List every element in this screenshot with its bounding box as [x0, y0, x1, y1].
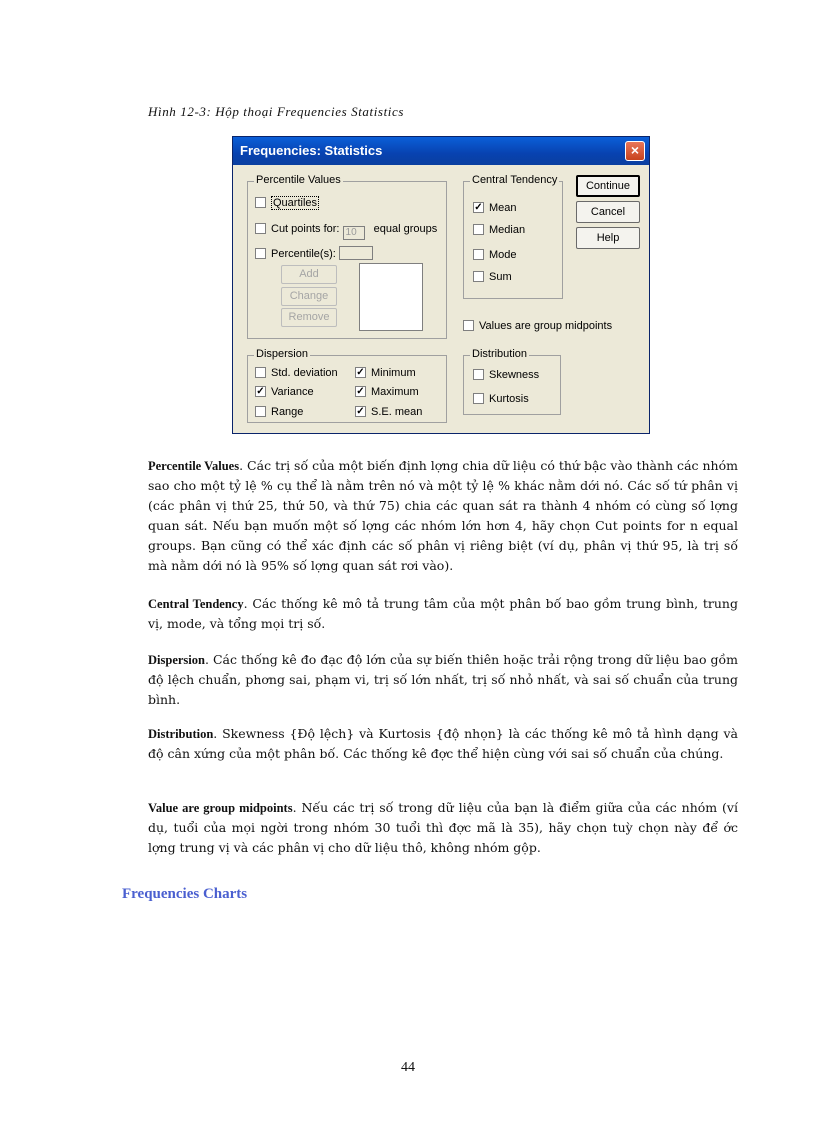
cut-points-input[interactable]: 10: [343, 226, 365, 240]
cut-points-check[interactable]: [255, 223, 266, 234]
mode-checkbox[interactable]: Mode: [473, 248, 517, 262]
percentiles-checkbox[interactable]: Percentile(s):: [255, 246, 373, 260]
minimum-checkbox[interactable]: ✓Minimum: [355, 366, 416, 380]
remove-button[interactable]: Remove: [281, 308, 337, 327]
paragraph-term: Value are group midpoints: [148, 801, 293, 815]
range-checkbox[interactable]: Range: [255, 405, 303, 419]
maximum-check[interactable]: [355, 386, 366, 397]
paragraph-distribution: [148, 724, 738, 764]
dialog-titlebar: [233, 137, 649, 165]
paragraph-dispersion: [148, 650, 738, 710]
quartiles-check[interactable]: [255, 197, 266, 208]
paragraph-term: Distribution: [148, 727, 214, 741]
distribution-legend: Distribution: [472, 348, 528, 360]
percentiles-check[interactable]: [255, 248, 266, 259]
paragraph-text: . Các thống kê mô tả trung tâm của một phân bố bao gồm trung bình, trung vị, mode, và tổng mọi trị số.: [148, 596, 738, 631]
quartiles-checkbox[interactable]: Quartiles: [255, 196, 319, 210]
dispersion-legend: Dispersion: [256, 348, 308, 360]
median-check[interactable]: [473, 224, 484, 235]
paragraph-term: Dispersion: [148, 653, 205, 667]
kurtosis-checkbox[interactable]: Kurtosis: [473, 392, 529, 406]
sum-check[interactable]: [473, 271, 484, 282]
percentiles-listbox[interactable]: [359, 263, 423, 331]
sum-checkbox[interactable]: Sum: [473, 270, 512, 284]
paragraph-term: Central Tendency: [148, 597, 244, 611]
paragraph-text: . Các thống kê đo đạc độ lớn của sự biến thiên hoặc trải rộng trong dữ liệu bao gồm độ lệch chuẩn, phơng sai, phạm vi, trị số lớn nhất, trị số nhỏ nhất, và sai số chuẩn của trung bình.: [148, 652, 738, 707]
kurtosis-check[interactable]: [473, 393, 484, 404]
mean-check[interactable]: [473, 202, 484, 213]
cut-points-checkbox[interactable]: Cut points for: 10 equal groups: [255, 222, 437, 236]
help-button[interactable]: Help: [576, 227, 640, 249]
percentile-values-legend: Percentile Values: [256, 174, 341, 186]
std-deviation-check[interactable]: [255, 367, 266, 378]
se-mean-check[interactable]: [355, 406, 366, 417]
mode-check[interactable]: [473, 249, 484, 260]
frequencies-statistics-dialog: [232, 136, 650, 434]
paragraph-central-tendency: [148, 594, 738, 634]
page-number: 44: [401, 1060, 415, 1075]
distribution-group: [463, 348, 561, 415]
figure-caption: Hình 12-3: Hộp thoại Frequencies Statistics: [148, 104, 405, 119]
central-tendency-legend: Central Tendency: [472, 174, 558, 186]
range-check[interactable]: [255, 406, 266, 417]
skewness-check[interactable]: [473, 369, 484, 380]
mean-checkbox[interactable]: ✓Mean: [473, 201, 517, 215]
variance-checkbox[interactable]: ✓Variance: [255, 385, 314, 399]
paragraph-term: Percentile Values: [148, 459, 240, 473]
median-checkbox[interactable]: Median: [473, 223, 525, 237]
group-midpoints-checkbox[interactable]: Values are group midpoints: [463, 319, 612, 333]
paragraph-percentile-values: [148, 456, 738, 576]
group-midpoints-check[interactable]: [463, 320, 474, 331]
change-button[interactable]: Change: [281, 287, 337, 306]
paragraph-text: . Các trị số của một biến định lợng chia dữ liệu có thứ bậc vào thành các nhóm sao cho một tỷ lệ % cụ thể là nằm trên nó và một tỷ lệ % khác nằm dới nó. Các số tứ phân vị (các phân vị thứ 25, thứ 50, và thứ 75) chia các quan sát ra thành 4 nhóm có cùng số lợng quan sát. Nếu bạn muốn một số lợng các nhóm lớn hơn 4, hãy chọn Cut points for n equal groups. Bạn cũng có thể xác định các số phân vị riêng biệt (ví dụ, phân vị thứ 95, là trị số mà nằm dới nó là 95% số lợng quan sát rơi vào).: [148, 458, 738, 573]
percentiles-input[interactable]: [339, 246, 373, 260]
paragraph-group-midpoints: [148, 798, 738, 858]
minimum-check[interactable]: [355, 367, 366, 378]
skewness-checkbox[interactable]: Skewness: [473, 368, 539, 382]
continue-button[interactable]: Continue: [576, 175, 640, 197]
std-deviation-checkbox[interactable]: Std. deviation: [255, 366, 338, 380]
paragraph-text: . Skewness {Độ lệch} và Kurtosis {độ nhọn} là các thống kê mô tả hình dạng và độ cân xứng của một phân bố. Các thống kê đợc thể hiện cùng với sai số chuẩn của chúng.: [148, 726, 738, 761]
maximum-checkbox[interactable]: ✓Maximum: [355, 385, 419, 399]
cancel-button[interactable]: Cancel: [576, 201, 640, 223]
dialog-title: Frequencies: Statistics: [240, 143, 383, 158]
close-icon[interactable]: ×: [625, 141, 645, 161]
variance-check[interactable]: [255, 386, 266, 397]
se-mean-checkbox[interactable]: ✓S.E. mean: [355, 405, 422, 419]
section-heading: Frequencies Charts: [122, 886, 248, 902]
add-button[interactable]: Add: [281, 265, 337, 284]
paragraph-text: . Nếu các trị số trong dữ liệu của bạn là điểm giữa của các nhóm (ví dụ, tuổi của mọi ngời trong nhóm 30 tuổi thì đợc mã là 35), hãy chọn tuỳ chọn này để ớc lợng trung vị và các phân vị cho dữ liệu thô, không nhóm gộp.: [148, 800, 738, 855]
